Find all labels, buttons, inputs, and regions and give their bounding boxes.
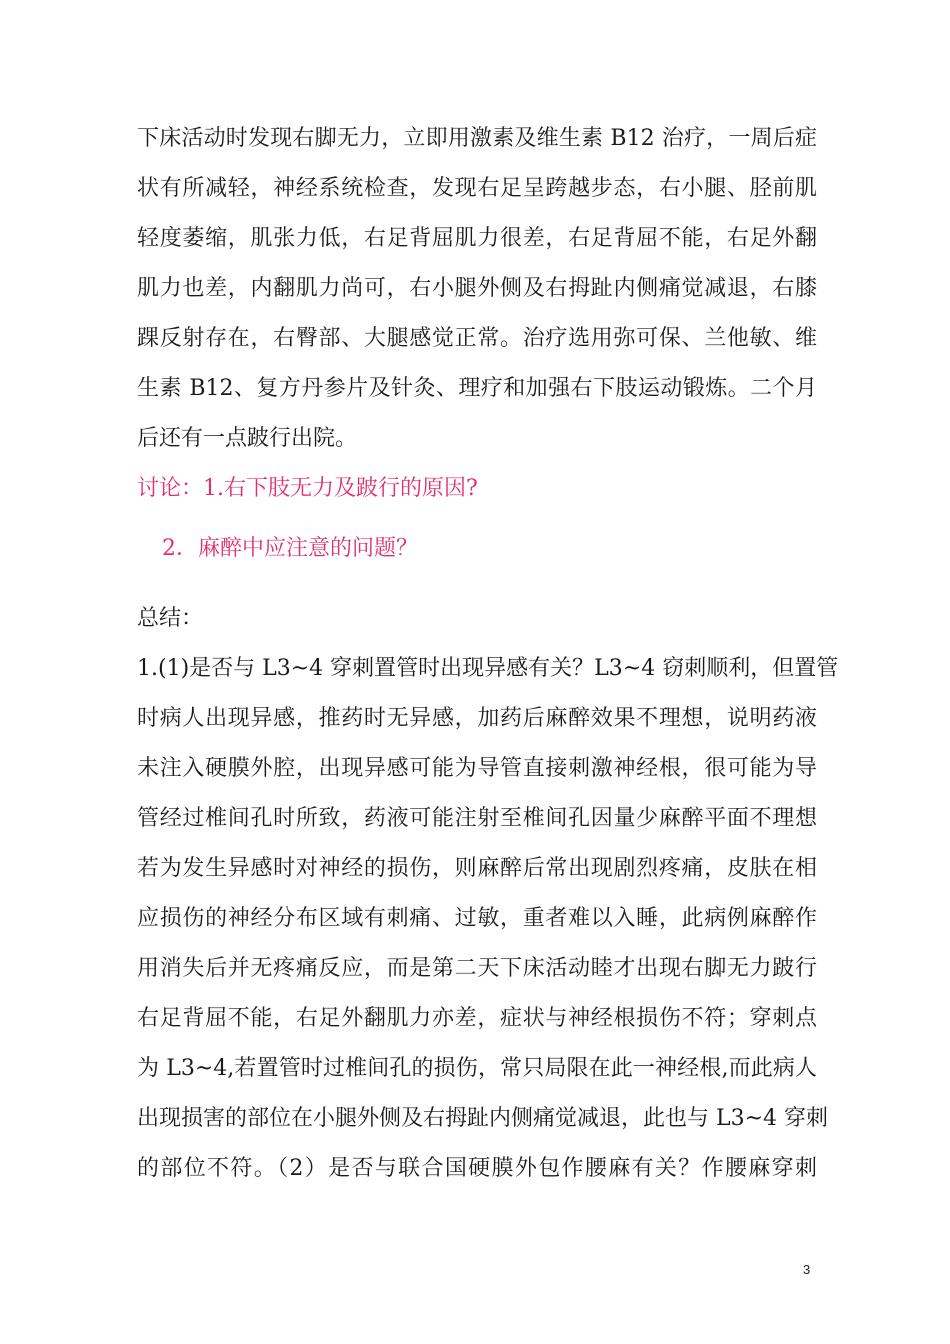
paragraph2-line: 若为发生异感时对神经的损伤，则麻醉后常出现剧烈疼痛，皮肤在相 [137, 856, 817, 881]
paragraph2-line: 用消失后并无疼痛反应，而是第二天下床活动睦才出现右脚无力跛行 [137, 956, 817, 981]
paragraph2-line: 应损伤的神经分布区域有刺痛、过敏，重者难以入睡，此病例麻醉作 [137, 906, 817, 931]
discussion-question-1: 讨论：1.右下肢无力及跛行的原因? [137, 476, 478, 501]
paragraph2-line: 的部位不符。（2）是否与联合国硬膜外包作腰麻有关？作腰麻穿刺 [137, 1156, 817, 1181]
paragraph2-line: 未注入硬膜外腔，出现异感可能为导管直接刺激神经根，很可能为导 [137, 756, 817, 781]
summary-heading: 总结： [137, 606, 204, 631]
discussion-question-2: 2．麻醉中应注意的问题？ [162, 536, 418, 561]
paragraph1-line: 轻度萎缩，肌张力低，右足背屈肌力很差，右足背屈不能，右足外翻 [137, 226, 817, 251]
paragraph1-line: 状有所减轻，神经系统检查，发现右足呈跨越步态，右小腿、胫前肌 [137, 176, 817, 201]
paragraph2-line: 时病人出现异感，推药时无异感，加药后麻醉效果不理想，说明药液 [137, 706, 817, 731]
paragraph2-line: 出现损害的部位在小腿外侧及右拇趾内侧痛觉减退，此也与 L3~4 穿刺 [137, 1106, 829, 1131]
paragraph2-line: 管经过椎间孔时所致，药液可能注射至椎间孔因量少麻醉平面不理想 [137, 806, 817, 831]
paragraph1-line: 下床活动时发现右脚无力，立即用激素及维生素 B12 治疗，一周后症 [137, 126, 817, 151]
paragraph2-line: 右足背屈不能，右足外翻肌力亦差，症状与神经根损伤不符；穿刺点 [137, 1006, 817, 1031]
paragraph1-line: 肌力也差，内翻肌力尚可，右小腿外侧及右拇趾内侧痛觉减退，右膝 [137, 276, 817, 301]
paragraph1-line: 生素 B12、复方丹参片及针灸、理疗和加强右下肢运动锻炼。二个月 [137, 376, 817, 401]
page-number: 3 [803, 1262, 811, 1277]
paragraph2-line: 为 L3~4,若置管时过椎间孔的损伤，常只局限在此一神经根,而此病人 [137, 1056, 817, 1081]
paragraph1-line: 后还有一点跛行出院。 [137, 426, 358, 451]
paragraph1-line: 踝反射存在，右臀部、大腿感觉正常。治疗选用弥可保、兰他敏、维 [137, 326, 817, 351]
paragraph2-line: 1.(1)是否与 L3~4 穿刺置管时出现异感有关？L3~4 窃刺顺利，但置管 [137, 656, 839, 681]
